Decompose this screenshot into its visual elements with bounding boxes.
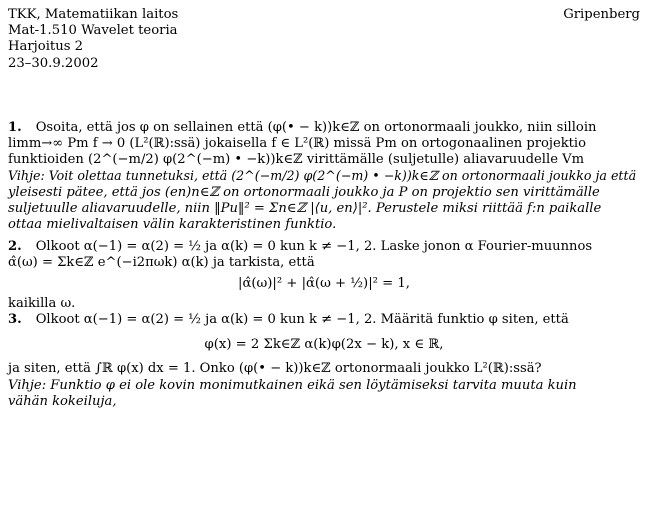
problem-3 (8, 312, 640, 410)
problem-2-line-3: kaikilla ω. (8, 295, 76, 311)
problem-1-number: 1. (8, 119, 22, 135)
author: Gripenberg (563, 7, 640, 22)
exercise-sheet (8, 7, 640, 410)
problem-1-hint-3: suljetuulle aliavaruudelle, niin ‖Pu‖² = Σn∈ℤ |⟨u, en⟩|². Perustele miksi riittää f:n paikalle (8, 200, 602, 216)
problem-3-line-2: ja siten, että ∫ℝ φ(x) dx = 1. Onko (φ(• − k))k∈ℤ ortonormaali joukko L²(ℝ):ssä? (8, 361, 542, 377)
problem-2-line-1: Olkoot α(−1) = α(2) = ½ ja α(k) = 0 kun k ≠ −1, 2. Laske jonon α Fourier-muunnos (35, 239, 593, 255)
problem-1 (8, 120, 640, 233)
problem-3-equation: φ(x) = 2 Σk∈ℤ α(k)φ(2x − k), x ∈ ℝ, (204, 337, 444, 353)
problem-3-number: 3. (8, 312, 22, 328)
problem-2-line-2: α̂(ω) = Σk∈ℤ e^(−i2πωk) α(k) ja tarkista, että (8, 255, 315, 271)
problem-1-hint-1: Vihje: Voit olettaa tunnetuksi, että (2^(−m/2) φ(2^(−m) • −k))k∈ℤ on ortonormaali joukko ja että (8, 168, 637, 184)
problem-2-number: 2. (8, 239, 22, 255)
problem-2 (8, 239, 640, 312)
problem-3-hint-2: vähän kokeiluja, (8, 393, 117, 409)
header-row (8, 7, 640, 23)
problem-3-hint-1: Vihje: Funktio φ ei ole kovin monimutkainen eikä sen löytämiseksi tarvita muuta kuin (8, 377, 577, 393)
problem-3-line-1: Olkoot α(−1) = α(2) = ½ ja α(k) = 0 kun k ≠ −1, 2. Määritä funktio φ siten, että (35, 312, 569, 328)
exercise-title: Harjoitus 2 (8, 39, 84, 55)
institution: TKK, Matematiikan laitos (8, 7, 179, 22)
problem-1-line-1: Osoita, että jos φ on sellainen että (φ(• − k))k∈ℤ on ortonormaali joukko, niin silloin (35, 119, 597, 135)
problem-1-hint-2: yleisesti pätee, että jos (en)n∈ℤ on ortonormaali joukko ja P on projektio sen virittämälle (8, 184, 600, 200)
course-title: Mat-1.510 Wavelet teoria (8, 23, 178, 39)
problem-2-equation: |α̂(ω)|² + |α̂(ω + ½)|² = 1, (238, 275, 410, 291)
problem-1-line-3: funktioiden (2^(−m/2) φ(2^(−m) • −k))k∈ℤ virittämälle (suljetulle) aliavaruudelle Vm (8, 152, 585, 168)
problem-1-hint-4: ottaa mielivaltaisen välin karakteristinen funktio. (8, 217, 337, 233)
exercise-dates: 23–30.9.2002 (8, 55, 99, 71)
problem-1-line-2: limm→∞ Pm f → 0 (L²(ℝ):ssä) jokaisella f ∈ L²(ℝ) missä Pm on ortogonaalinen projektio (8, 136, 587, 152)
